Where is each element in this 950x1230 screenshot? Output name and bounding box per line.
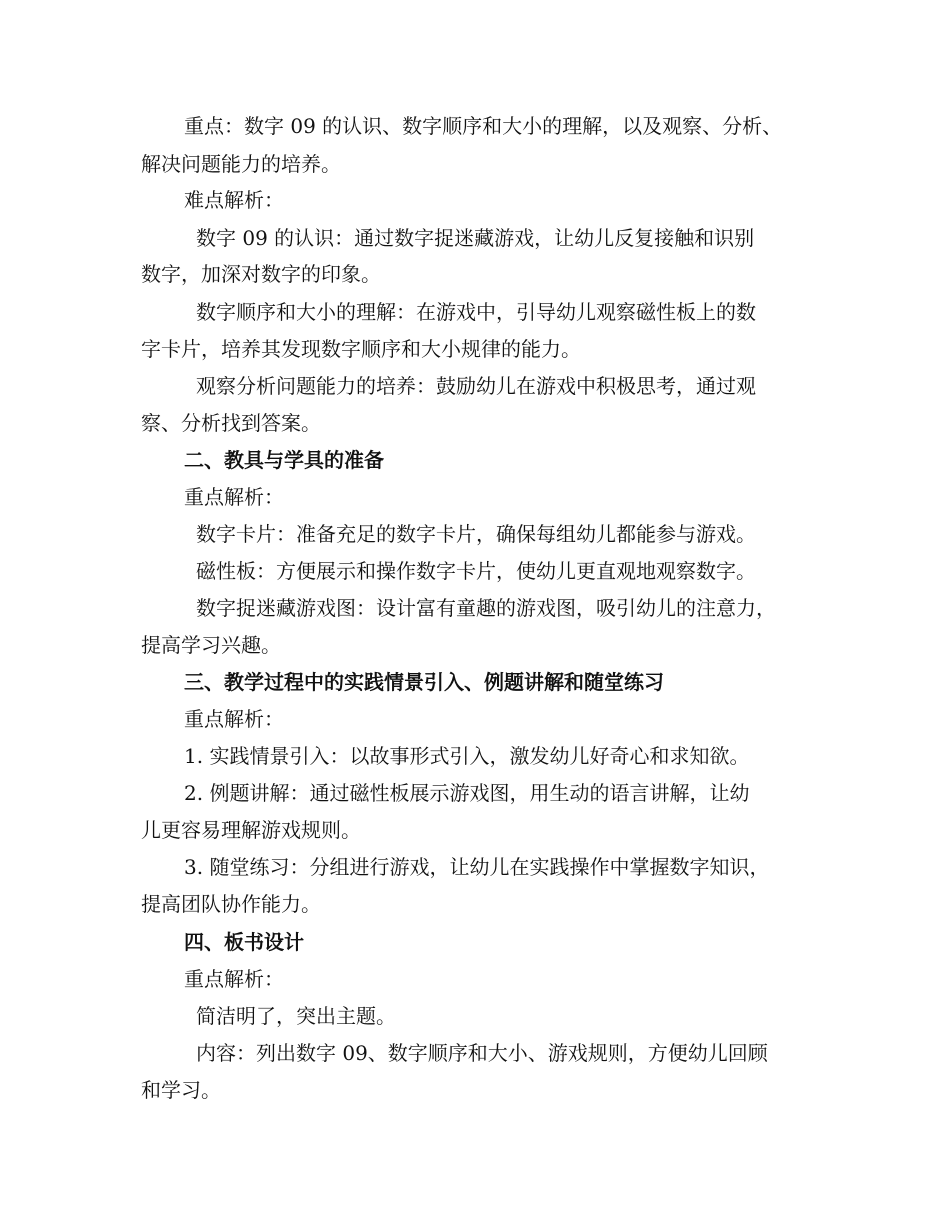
paragraph-line: 数字，加深对数字的印象。 — [141, 262, 381, 286]
paragraph-line: 数字 09 的认识：通过数字捉迷藏游戏，让幼儿反复接触和识别 — [196, 226, 755, 250]
section-heading-3: 三、教学过程中的实践情景引入、例题讲解和随堂练习 — [184, 670, 664, 694]
paragraph-line: 察、分析找到答案。 — [141, 411, 321, 435]
paragraph-line: 磁性板：方便展示和操作数字卡片，使幼儿更直观地观察数字。 — [196, 559, 756, 583]
subheading-key-analysis: 重点解析： — [184, 967, 284, 991]
list-item: 2. 例题讲解：通过磁性板展示游戏图，用生动的语言讲解，让幼 — [184, 781, 750, 805]
paragraph-line: 数字卡片：准备充足的数字卡片，确保每组幼儿都能参与游戏。 — [196, 522, 756, 546]
list-item: 3. 随堂练习：分组进行游戏，让幼儿在实践操作中掌握数字知识， — [184, 855, 770, 879]
paragraph-line: 和学习。 — [141, 1078, 221, 1102]
paragraph-line: 数字顺序和大小的理解：在游戏中，引导幼儿观察磁性板上的数 — [196, 300, 756, 324]
list-item: 1. 实践情景引入：以故事形式引入，激发幼儿好奇心和求知欲。 — [184, 744, 750, 768]
subheading-difficulty-analysis: 难点解析： — [184, 188, 284, 212]
paragraph-line: 字卡片，培养其发现数字顺序和大小规律的能力。 — [141, 337, 581, 361]
paragraph-line: 提高团队协作能力。 — [141, 892, 321, 916]
paragraph-line: 解决问题能力的培养。 — [141, 152, 341, 176]
section-heading-4: 四、板书设计 — [184, 930, 304, 954]
paragraph-line: 观察分析问题能力的培养：鼓励幼儿在游戏中积极思考，通过观 — [196, 374, 756, 398]
paragraph-line: 简洁明了，突出主题。 — [196, 1004, 396, 1028]
paragraph-line: 重点：数字 09 的认识、数字顺序和大小的理解，以及观察、分析、 — [184, 114, 783, 138]
paragraph-line: 内容：列出数字 09、数字顺序和大小、游戏规则，方便幼儿回顾 — [196, 1041, 768, 1065]
subheading-key-analysis: 重点解析： — [184, 707, 284, 731]
paragraph-line: 儿更容易理解游戏规则。 — [141, 818, 361, 842]
section-heading-2: 二、教具与学具的准备 — [184, 448, 384, 472]
subheading-key-analysis: 重点解析： — [184, 485, 284, 509]
paragraph-line: 提高学习兴趣。 — [141, 633, 281, 657]
paragraph-line: 数字捉迷藏游戏图：设计富有童趣的游戏图，吸引幼儿的注意力， — [196, 596, 776, 620]
